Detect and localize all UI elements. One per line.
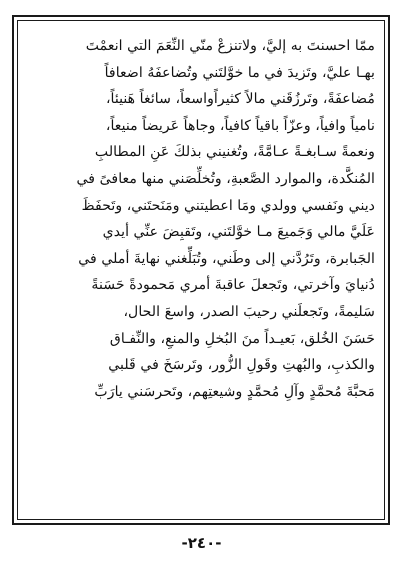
text-line-12: حَسَنَ الخُلق، بَعيـداً منَ البُخلِ والمنعِ، والنِّفـاق [109,330,375,347]
text-line-11: سَليمةً، وتَجعلَني رحيبَ الصدر، واسعَ الحال، [123,303,375,320]
text-line-7: ديني ونَفسي وولدي ومَا اعطيتني ومَنَحتَني، وتَحفَظَ [81,197,375,214]
text-line-2: بهـا عليَّ، وتَزيدَ في ما خوَّلتَني وتُضاعفَهُ اضعافاً [104,64,375,81]
text-line-14: مَحبَّةَ مُحمَّدٍ وآلِ مُحمَّدٍ وشيعتِهم، وتَحرسَني يارَبِّ [94,383,375,400]
text-line-9: الجَبابرة، وتَرُدَّني إلى وطَني، وتُبَلِّغني نهايةَ أملي في [78,250,375,267]
text-line-6: المُنكَّدة، والموارد الصَّعبةِ، وتُخلِّصَني منها معافىً في [76,170,375,187]
arabic-text-block [32,33,375,513]
page-number: -٢٤٠- [181,534,222,552]
text-line-4: نامياً وافياً، وعزّاً باقياً كافياً، وجاهاً عَريضاً منيعاً، [105,117,375,134]
text-line-1: ممّا احسنتَ به إليَّ، ولاتنزعْ منّي النِّعَمَ التي انعمْتَ [85,38,375,54]
text-line-8: عَلَيَّ مالي وَجَميعَ مـا خوَّلتَني، وتَقبِضَ عنِّي أيدي [102,224,375,241]
text-line-13: والكذبِ، والبُهتِ وقَولِ الزُّور، وتَرسَخَ في قَلبي [108,357,375,374]
text-line-5: ونعمةً سـابغـةً عـامَّةً، وتُغنيني بذلكَ عَنِ المطالبِ [94,144,375,161]
text-line-3: مُضاعفَةً، وتَرزُقَني مالاً كثيراًواسعاً، سائغاً هَنيئاً، [105,91,375,108]
text-line-10: دُنيايَ وآخرتي، وتَجعلَ عاقبةَ أمري مَحمودةً حَسَنةً [91,277,375,294]
